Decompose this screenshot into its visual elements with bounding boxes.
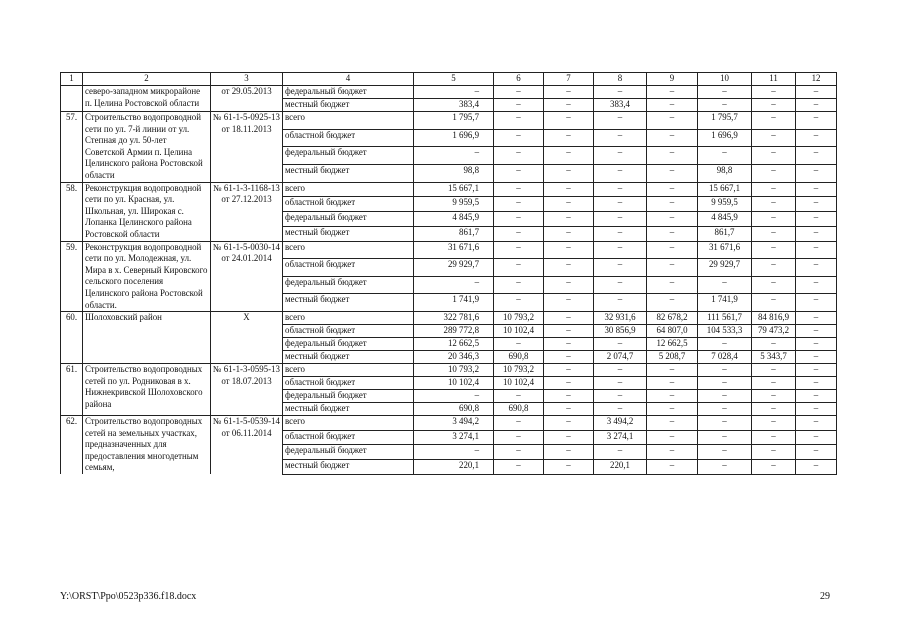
value-cell: 104 533,3 — [698, 325, 752, 338]
value-cell: 98,8 — [414, 164, 494, 182]
value-cell: – — [544, 294, 594, 312]
value-cell: – — [752, 241, 796, 259]
value-cell: – — [544, 312, 594, 325]
value-cell: 98,8 — [698, 164, 752, 182]
object-name-cell: северо-западном микрорайоне п. Целина Ростовской области — [83, 86, 211, 112]
object-name-cell: Реконструкция водопроводной сети по ул. Красная, ул. Школьная, ул. Широкая с. Лопанка Целинского района Ростовской области — [83, 182, 211, 241]
value-cell: – — [752, 259, 796, 277]
value-cell: – — [494, 430, 544, 445]
value-cell: – — [494, 390, 544, 403]
value-cell: – — [752, 294, 796, 312]
row-number-cell: 61. — [61, 364, 83, 416]
row-number-cell: 58. — [61, 182, 83, 241]
column-number: 11 — [752, 73, 796, 86]
funding-source-cell: федеральный бюджет — [283, 390, 414, 403]
value-cell: 1 795,7 — [698, 112, 752, 130]
value-cell: – — [494, 459, 544, 474]
value-cell: – — [594, 241, 647, 259]
value-cell: – — [647, 99, 698, 112]
value-cell: – — [752, 338, 796, 351]
value-cell: – — [752, 112, 796, 130]
value-cell: – — [796, 430, 837, 445]
value-cell: 3 274,1 — [414, 430, 494, 445]
value-cell: – — [494, 129, 544, 147]
value-cell: – — [544, 112, 594, 130]
column-number: 12 — [796, 73, 837, 86]
value-cell: – — [796, 459, 837, 474]
value-cell: – — [698, 430, 752, 445]
value-cell: – — [494, 212, 544, 227]
document-cell: № 61-1-3-1168-13 от 27.12.2013 — [211, 182, 283, 241]
value-cell: – — [594, 276, 647, 294]
value-cell: – — [647, 129, 698, 147]
value-cell: 1 795,7 — [414, 112, 494, 130]
value-cell: – — [544, 445, 594, 460]
funding-source-cell: областной бюджет — [283, 129, 414, 147]
value-cell: 29 929,7 — [698, 259, 752, 277]
value-cell: – — [698, 445, 752, 460]
value-cell: – — [544, 338, 594, 351]
table-row — [61, 86, 837, 99]
value-cell: – — [698, 99, 752, 112]
value-cell: – — [796, 241, 837, 259]
value-cell: – — [494, 86, 544, 99]
value-cell: – — [647, 147, 698, 165]
value-cell: – — [544, 377, 594, 390]
value-cell: 12 662,5 — [647, 338, 698, 351]
funding-source-cell: местный бюджет — [283, 99, 414, 112]
value-cell: – — [544, 86, 594, 99]
value-cell: – — [752, 212, 796, 227]
value-cell: 30 856,9 — [594, 325, 647, 338]
value-cell: 29 929,7 — [414, 259, 494, 277]
value-cell: 1 696,9 — [698, 129, 752, 147]
value-cell: – — [594, 445, 647, 460]
object-name-cell: Строительство водопроводных сетей по ул. Родниковая в х. Нижнекривской Шолоховского района — [83, 364, 211, 416]
value-cell: – — [594, 212, 647, 227]
value-cell: 7 028,4 — [698, 351, 752, 364]
value-cell: 9 959,5 — [698, 197, 752, 212]
value-cell: – — [796, 197, 837, 212]
value-cell: – — [752, 226, 796, 241]
value-cell: – — [594, 294, 647, 312]
value-cell: – — [647, 241, 698, 259]
funding-source-cell: федеральный бюджет — [283, 338, 414, 351]
value-cell: 31 671,6 — [698, 241, 752, 259]
value-cell: – — [752, 86, 796, 99]
value-cell: – — [752, 129, 796, 147]
column-number: 10 — [698, 73, 752, 86]
funding-source-cell: областной бюджет — [283, 430, 414, 445]
value-cell: – — [752, 99, 796, 112]
value-cell: 10 102,4 — [414, 377, 494, 390]
value-cell: – — [544, 390, 594, 403]
value-cell: – — [494, 338, 544, 351]
value-cell: – — [796, 212, 837, 227]
value-cell: – — [494, 276, 544, 294]
value-cell: 10 793,2 — [414, 364, 494, 377]
column-number: 6 — [494, 73, 544, 86]
value-cell: – — [544, 276, 594, 294]
value-cell: – — [594, 403, 647, 416]
value-cell: – — [698, 377, 752, 390]
funding-source-cell: местный бюджет — [283, 164, 414, 182]
funding-source-cell: местный бюджет — [283, 294, 414, 312]
value-cell: – — [594, 147, 647, 165]
value-cell: 3 274,1 — [594, 430, 647, 445]
row-number-cell: 57. — [61, 112, 83, 183]
funding-source-cell: областной бюджет — [283, 377, 414, 390]
value-cell: – — [796, 164, 837, 182]
value-cell: – — [594, 338, 647, 351]
document-cell: № 61-1-5-0539-14 от 06.11.2014 — [211, 416, 283, 474]
value-cell: 84 816,9 — [752, 312, 796, 325]
value-cell: – — [796, 182, 837, 197]
value-cell: – — [494, 445, 544, 460]
value-cell: – — [594, 182, 647, 197]
value-cell: – — [647, 364, 698, 377]
footer-file-path: Y:\ORST\Ppo\0523p336.f18.docx — [60, 591, 197, 602]
value-cell: – — [796, 364, 837, 377]
value-cell: – — [544, 99, 594, 112]
value-cell: – — [698, 364, 752, 377]
funding-source-cell: федеральный бюджет — [283, 147, 414, 165]
funding-source-cell: местный бюджет — [283, 226, 414, 241]
value-cell: – — [494, 294, 544, 312]
object-name-cell: Строительство водопроводных сетей на земельных участках, предназначенных для предоставления многодетным семьям, — [83, 416, 211, 474]
value-cell: – — [594, 86, 647, 99]
value-cell: 322 781,6 — [414, 312, 494, 325]
column-number: 1 — [61, 73, 83, 86]
value-cell: – — [647, 294, 698, 312]
value-cell: 20 346,3 — [414, 351, 494, 364]
value-cell: – — [647, 226, 698, 241]
value-cell: – — [494, 259, 544, 277]
value-cell: – — [544, 182, 594, 197]
value-cell: – — [594, 364, 647, 377]
value-cell: – — [796, 445, 837, 460]
object-name-cell: Строительство водопроводной сети по ул. 7-й линии от ул. Степная до ул. 50-лет Советской Армии п. Целина Целинского района Ростовской области — [83, 112, 211, 183]
value-cell: – — [796, 276, 837, 294]
value-cell: – — [647, 416, 698, 431]
value-cell: – — [414, 445, 494, 460]
value-cell: – — [796, 147, 837, 165]
value-cell: – — [796, 259, 837, 277]
row-number-cell — [61, 86, 83, 112]
value-cell: 1 741,9 — [414, 294, 494, 312]
funding-source-cell: федеральный бюджет — [283, 445, 414, 460]
value-cell: – — [494, 241, 544, 259]
value-cell: – — [414, 147, 494, 165]
value-cell: – — [594, 377, 647, 390]
value-cell: 383,4 — [414, 99, 494, 112]
value-cell: – — [752, 459, 796, 474]
column-number: 8 — [594, 73, 647, 86]
value-cell: – — [647, 86, 698, 99]
value-cell: – — [796, 112, 837, 130]
value-cell: 220,1 — [594, 459, 647, 474]
value-cell: 2 074,7 — [594, 351, 647, 364]
value-cell: – — [544, 364, 594, 377]
value-cell: 690,8 — [494, 351, 544, 364]
value-cell: 5 343,7 — [752, 351, 796, 364]
row-number-cell: 60. — [61, 312, 83, 364]
value-cell: – — [796, 325, 837, 338]
value-cell: – — [494, 147, 544, 165]
value-cell: – — [752, 416, 796, 431]
funding-source-cell: областной бюджет — [283, 197, 414, 212]
column-number: 9 — [647, 73, 698, 86]
value-cell: 15 667,1 — [414, 182, 494, 197]
value-cell: – — [544, 430, 594, 445]
value-cell: – — [544, 226, 594, 241]
value-cell: 111 561,7 — [698, 312, 752, 325]
value-cell: – — [752, 164, 796, 182]
value-cell: – — [698, 459, 752, 474]
value-cell: – — [594, 164, 647, 182]
table-row — [61, 312, 837, 325]
document-cell: от 29.05.2013 — [211, 86, 283, 112]
table-row — [61, 182, 837, 197]
funding-source-cell: федеральный бюджет — [283, 212, 414, 227]
value-cell: – — [647, 112, 698, 130]
value-cell: – — [494, 226, 544, 241]
value-cell: – — [544, 351, 594, 364]
value-cell: – — [647, 390, 698, 403]
value-cell: – — [594, 129, 647, 147]
value-cell: – — [544, 129, 594, 147]
page-number: 29 — [820, 591, 830, 602]
value-cell: 4 845,9 — [414, 212, 494, 227]
value-cell: – — [796, 416, 837, 431]
value-cell: 10 102,4 — [494, 377, 544, 390]
value-cell: 5 208,7 — [647, 351, 698, 364]
value-cell: 3 494,2 — [414, 416, 494, 431]
value-cell: – — [594, 390, 647, 403]
value-cell: – — [594, 197, 647, 212]
value-cell: – — [544, 259, 594, 277]
value-cell: – — [698, 147, 752, 165]
funding-source-cell: местный бюджет — [283, 403, 414, 416]
value-cell: 289 772,8 — [414, 325, 494, 338]
value-cell: – — [494, 99, 544, 112]
value-cell: – — [752, 390, 796, 403]
document-cell: Х — [211, 312, 283, 364]
value-cell: – — [752, 147, 796, 165]
value-cell: 861,7 — [698, 226, 752, 241]
value-cell: 383,4 — [594, 99, 647, 112]
value-cell: 1 741,9 — [698, 294, 752, 312]
value-cell: – — [494, 197, 544, 212]
value-cell: – — [796, 377, 837, 390]
value-cell: – — [752, 276, 796, 294]
value-cell: – — [698, 403, 752, 416]
value-cell: 690,8 — [414, 403, 494, 416]
value-cell: – — [647, 182, 698, 197]
value-cell: – — [594, 259, 647, 277]
column-number: 5 — [414, 73, 494, 86]
value-cell: – — [494, 164, 544, 182]
funding-source-cell: федеральный бюджет — [283, 86, 414, 99]
value-cell: – — [647, 197, 698, 212]
value-cell: – — [494, 112, 544, 130]
value-cell: 3 494,2 — [594, 416, 647, 431]
value-cell: 9 959,5 — [414, 197, 494, 212]
table-row — [61, 241, 837, 259]
funding-source-cell: местный бюджет — [283, 459, 414, 474]
table-row — [61, 416, 837, 431]
funding-source-cell: всего — [283, 241, 414, 259]
column-number: 2 — [83, 73, 211, 86]
value-cell: – — [544, 403, 594, 416]
value-cell: – — [698, 416, 752, 431]
value-cell: 861,7 — [414, 226, 494, 241]
row-number-cell: 59. — [61, 241, 83, 312]
value-cell: – — [647, 212, 698, 227]
value-cell: – — [752, 182, 796, 197]
value-cell: – — [796, 99, 837, 112]
funding-source-cell: областной бюджет — [283, 259, 414, 277]
object-name-cell: Шолоховский район — [83, 312, 211, 364]
funding-source-cell: всего — [283, 312, 414, 325]
value-cell: – — [698, 86, 752, 99]
value-cell: 10 102,4 — [494, 325, 544, 338]
document-cell: № 61-1-3-0595-13 от 18.07.2013 — [211, 364, 283, 416]
budget-table — [60, 72, 837, 475]
table-row — [61, 364, 837, 377]
value-cell: – — [647, 377, 698, 390]
value-cell: – — [796, 86, 837, 99]
value-cell: – — [796, 338, 837, 351]
funding-source-cell: всего — [283, 182, 414, 197]
table-row — [61, 112, 837, 130]
value-cell: – — [698, 390, 752, 403]
value-cell: – — [494, 182, 544, 197]
value-cell: – — [544, 212, 594, 227]
value-cell: 12 662,5 — [414, 338, 494, 351]
column-number: 4 — [283, 73, 414, 86]
value-cell: – — [544, 241, 594, 259]
value-cell: 79 473,2 — [752, 325, 796, 338]
value-cell: – — [698, 276, 752, 294]
value-cell: 32 931,6 — [594, 312, 647, 325]
value-cell: – — [494, 416, 544, 431]
value-cell: 690,8 — [494, 403, 544, 416]
value-cell: – — [414, 390, 494, 403]
value-cell: – — [647, 259, 698, 277]
funding-source-cell: всего — [283, 416, 414, 431]
value-cell: 4 845,9 — [698, 212, 752, 227]
value-cell: – — [544, 416, 594, 431]
value-cell: – — [647, 276, 698, 294]
value-cell: – — [796, 226, 837, 241]
value-cell: – — [698, 338, 752, 351]
document-cell: № 61-1-5-0030-14 от 24.01.2014 — [211, 241, 283, 312]
value-cell: – — [544, 147, 594, 165]
value-cell: – — [752, 364, 796, 377]
value-cell: – — [796, 403, 837, 416]
value-cell: 10 793,2 — [494, 364, 544, 377]
funding-source-cell: всего — [283, 112, 414, 130]
object-name-cell: Реконструкция водопроводной сети по ул. Молодежная, ул. Мира в х. Северный Кировского сельского поселения Целинского района Ростовской области. — [83, 241, 211, 312]
value-cell: 1 696,9 — [414, 129, 494, 147]
value-cell: – — [414, 86, 494, 99]
funding-source-cell: областной бюджет — [283, 325, 414, 338]
value-cell: – — [796, 312, 837, 325]
value-cell: – — [544, 325, 594, 338]
row-number-cell: 62. — [61, 416, 83, 474]
value-cell: – — [752, 197, 796, 212]
value-cell: – — [647, 445, 698, 460]
value-cell: 64 807,0 — [647, 325, 698, 338]
column-number: 3 — [211, 73, 283, 86]
value-cell: 82 678,2 — [647, 312, 698, 325]
value-cell: – — [796, 294, 837, 312]
value-cell: – — [647, 403, 698, 416]
value-cell: – — [647, 430, 698, 445]
funding-source-cell: федеральный бюджет — [283, 276, 414, 294]
value-cell: – — [544, 164, 594, 182]
funding-source-cell: местный бюджет — [283, 351, 414, 364]
column-number-row — [61, 73, 837, 86]
value-cell: – — [752, 430, 796, 445]
value-cell: – — [647, 459, 698, 474]
value-cell: – — [752, 403, 796, 416]
value-cell: – — [544, 459, 594, 474]
value-cell: 10 793,2 — [494, 312, 544, 325]
value-cell: – — [594, 112, 647, 130]
value-cell: – — [752, 445, 796, 460]
value-cell: – — [796, 129, 837, 147]
value-cell: – — [414, 276, 494, 294]
value-cell: 31 671,6 — [414, 241, 494, 259]
funding-source-cell: всего — [283, 364, 414, 377]
value-cell: – — [796, 390, 837, 403]
value-cell: – — [594, 226, 647, 241]
document-cell: № 61-1-5-0925-13 от 18.11.2013 — [211, 112, 283, 183]
value-cell: – — [752, 377, 796, 390]
value-cell: – — [796, 351, 837, 364]
column-number: 7 — [544, 73, 594, 86]
value-cell: – — [544, 197, 594, 212]
value-cell: – — [647, 164, 698, 182]
value-cell: 15 667,1 — [698, 182, 752, 197]
value-cell: 220,1 — [414, 459, 494, 474]
